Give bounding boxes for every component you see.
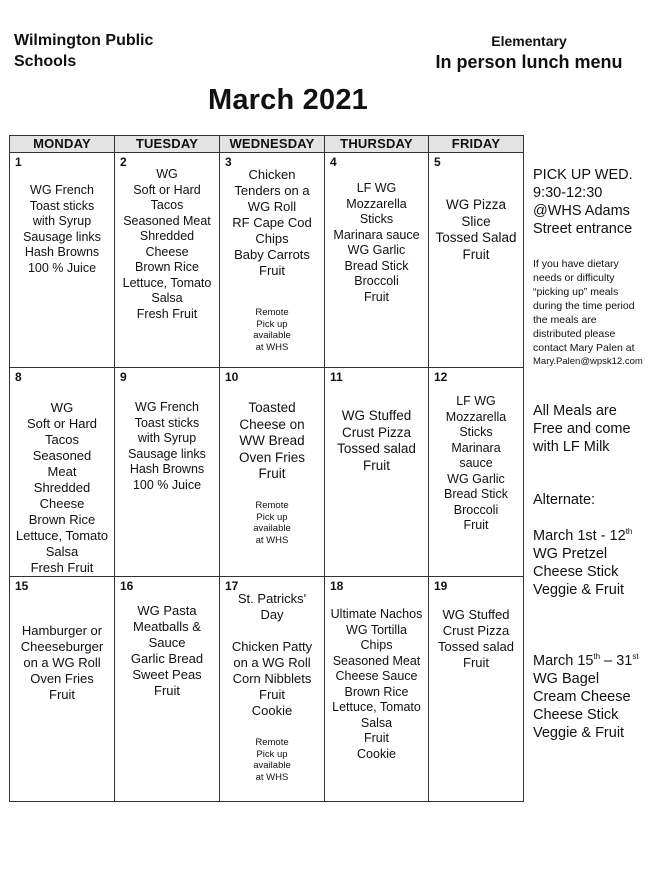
alternate-range [533, 527, 667, 545]
menu-items [10, 623, 114, 703]
menu-item: Hamburger or [21, 623, 103, 638]
menu-item: Fruit [259, 263, 285, 278]
date-number: 15 [15, 579, 29, 593]
menu-item: Meat [47, 464, 77, 479]
menu-item: Fruit [363, 457, 390, 473]
menu-item: Cheese [39, 496, 85, 511]
free-line: All Meals are [533, 403, 617, 419]
alternate-week1 [533, 527, 667, 599]
menu-calendar [9, 135, 524, 802]
menu-item: Salsa [360, 715, 393, 730]
menu-item: WG Stuffed [341, 408, 412, 423]
date-number: 1 [15, 155, 22, 169]
ordinal: th [593, 652, 601, 662]
date-number: 9 [120, 370, 127, 384]
day-cell [10, 368, 115, 577]
ordinal: st [632, 652, 639, 662]
menu-item: Soft or Hard [26, 416, 98, 431]
menu-item: Seasoned Meat [123, 213, 211, 228]
school-name [14, 30, 153, 72]
school-name-line2: Schools [14, 53, 77, 70]
weekday-header: MONDAY [10, 136, 115, 153]
menu-item: LF WG [456, 394, 496, 408]
date-number: 5 [434, 155, 441, 169]
menu-item: WG Stuffed [442, 607, 510, 622]
menu-item: Toast sticks [29, 198, 95, 213]
day-cell [325, 153, 429, 368]
remote-line: at WHS [255, 771, 289, 783]
menu-item: Hash Browns [24, 245, 100, 259]
menu-item: Marinara sauce [333, 227, 420, 242]
alternate-item: Cheese Stick [533, 564, 619, 580]
date-number: 2 [120, 155, 127, 169]
alternate-item: Veggie & Fruit [533, 725, 625, 741]
menu-item: Sausage links [23, 229, 101, 244]
remote-line: Pick up [256, 511, 288, 523]
menu-item: Garlic Bread [130, 651, 204, 666]
school-name-line1: Wilmington Public [14, 32, 154, 49]
free-line: with LF Milk [533, 439, 610, 455]
pickup-line: Street entrance [533, 221, 633, 237]
menu-item: Oven Fries [30, 671, 94, 686]
menu-item: Fresh Fruit [136, 306, 198, 321]
menu-item: Broccoli [453, 502, 499, 517]
alternate-range [533, 652, 667, 670]
menu-item: Oven Fries [238, 449, 306, 465]
menu-item: Slice [461, 213, 491, 229]
date-number: 4 [330, 155, 337, 169]
alternate-week2 [533, 652, 667, 742]
date-number: 10 [225, 370, 239, 384]
menu-item: Tossed Salad [435, 230, 517, 245]
menu-item: Marinara [451, 440, 501, 455]
menu-items [115, 400, 219, 493]
day-cell [115, 153, 220, 368]
menu-item: Seasoned [32, 448, 92, 463]
page-title: March 2021 [208, 84, 368, 116]
menu-item: Tacos [45, 432, 79, 447]
menu-item: WG Tortilla [346, 622, 407, 637]
menu-item: Brown Rice [135, 260, 199, 274]
menu-item: Cookie [357, 746, 396, 761]
menu-item: Fruit [462, 246, 490, 262]
menu-item: Fruit [364, 731, 389, 745]
ordinal: th [625, 527, 633, 537]
menu-item: Chicken [248, 167, 296, 182]
menu-items [220, 400, 324, 483]
remote-line: Pick up [256, 748, 288, 760]
alternate-item: Cheese Stick [533, 707, 619, 723]
menu-item: Fruit [154, 683, 180, 698]
menu-item: Hash Browns [129, 462, 205, 476]
menu-item: Fresh Fruit [30, 560, 94, 575]
menu-item: Brown Rice [28, 512, 96, 527]
alternate-item: Cream Cheese [533, 689, 631, 705]
menu-items [429, 607, 523, 671]
free-line: Free and come [533, 421, 631, 437]
menu-item: Salsa [151, 291, 183, 305]
menu-item: with Syrup [32, 214, 92, 228]
alternate-item: WG Pretzel [533, 546, 608, 562]
menu-item: Cheese on [239, 416, 305, 432]
range-start: March 15 [533, 653, 594, 669]
menu-item: with Syrup [137, 431, 197, 445]
menu-item: Tossed salad [337, 441, 416, 456]
menu-items [325, 607, 428, 762]
menu-item: Mozzarella [346, 196, 407, 211]
alternate-item: Veggie & Fruit [533, 582, 625, 598]
menu-items [115, 167, 219, 322]
pickup-line: PICK UP WED. [533, 167, 633, 183]
menu-item: Salsa [45, 544, 79, 559]
menu-item: Fruit [463, 655, 489, 670]
contact-email: Mary.Palen@wpsk12.com [533, 356, 643, 367]
menu-item: Seasoned Meat [332, 653, 421, 668]
range-end: - 12 [596, 528, 626, 544]
weekday-header: FRIDAY [429, 136, 524, 153]
menu-item: Tacos [150, 198, 184, 212]
menu-item: Cheese [145, 244, 189, 259]
remote-line: Remote [255, 307, 289, 318]
day-cell [220, 577, 325, 802]
dietary-line: during the time period [533, 300, 635, 312]
menu-item: Toast sticks [134, 415, 200, 430]
menu-item: 100 % Juice [27, 260, 97, 275]
menu-type: In person lunch menu [435, 52, 623, 72]
menu-heading [420, 32, 638, 74]
menu-level: Elementary [491, 33, 567, 49]
weekday-header: TUESDAY [115, 136, 220, 153]
date-number: 3 [225, 155, 232, 169]
day-cell [220, 153, 325, 368]
menu-item: Fruit [463, 518, 489, 532]
menu-item: WW Bread [239, 433, 305, 448]
menu-item: Crust Pizza [442, 623, 510, 638]
dietary-line: needs or difficulty [533, 272, 615, 284]
date-number: 18 [330, 579, 344, 593]
menu-item: Cheese Sauce [335, 669, 418, 683]
menu-item: Sauce [148, 635, 186, 650]
day-cell [10, 577, 115, 802]
menu-item: Ultimate Nachos [330, 607, 423, 621]
menu-item [220, 623, 324, 639]
remote-line: available [253, 330, 291, 341]
week-row [10, 153, 524, 368]
range-start: March 1st [533, 528, 597, 544]
menu-item: WG Garlic [347, 243, 406, 257]
menu-item: Corn Nibblets [232, 671, 312, 686]
menu-item: St. Patricks' [237, 591, 307, 606]
menu-item: WG Pasta [137, 603, 197, 618]
menu-item: Cookie [251, 703, 293, 718]
day-cell [115, 368, 220, 577]
remote-line: available [253, 760, 291, 771]
menu-items [325, 181, 428, 305]
menu-item: Fruit [258, 466, 286, 481]
menu-item: Day [260, 607, 284, 622]
dietary-line: If you have dietary [533, 258, 619, 270]
weekday-header: WEDNESDAY [220, 136, 325, 153]
menu-items [220, 167, 324, 279]
menu-item: WG French [135, 400, 199, 414]
menu-item: on a WG Roll [23, 655, 101, 670]
menu-item: WG French [30, 183, 94, 197]
menu-item: on a WG Roll [233, 655, 311, 670]
menu-item: Chips [255, 231, 289, 246]
menu-items [10, 400, 114, 576]
menu-item: sauce [459, 456, 493, 470]
dietary-line: the meals are [533, 314, 597, 326]
menu-item: Fruit [49, 687, 75, 702]
day-cell [325, 368, 429, 577]
menu-item: Tenders on a [234, 183, 310, 198]
date-number: 16 [120, 579, 134, 593]
menu-item: Chips [360, 638, 393, 652]
remote-line: Remote [255, 737, 289, 748]
menu-item: Shredded [33, 480, 91, 495]
menu-item: Broccoli [354, 274, 399, 288]
menu-item: WG Pizza [445, 197, 506, 212]
menu-item: WG [50, 400, 74, 415]
remote-pickup-note [220, 737, 324, 783]
alternate-item: WG Bagel [533, 671, 600, 687]
menu-items [10, 183, 114, 276]
menu-item: Bread Stick [344, 258, 409, 273]
week-row [10, 577, 524, 802]
range-end: – 31 [600, 653, 633, 669]
day-cell [10, 153, 115, 368]
menu-item: WG [156, 167, 178, 181]
day-cell [429, 577, 524, 802]
alternate-label: Alternate: [533, 492, 596, 508]
menu-item: RF Cape Cod [232, 215, 312, 230]
menu-item: Soft or Hard [133, 182, 201, 197]
menu-item: Baby Carrots [234, 247, 310, 262]
menu-item: Lettuce, Tomato [15, 528, 109, 543]
remote-line: at WHS [255, 534, 289, 546]
menu-items [220, 591, 324, 719]
menu-item: Meatballs & [133, 619, 201, 634]
menu-item: Sweet Peas [132, 667, 202, 682]
menu-item: LF WG [356, 181, 397, 195]
day-cell [325, 577, 429, 802]
menu-items [325, 408, 428, 474]
menu-item: Sausage links [128, 446, 206, 461]
remote-line: Pick up [256, 318, 288, 330]
remote-line: available [253, 523, 291, 534]
menu-item: Fruit [364, 289, 389, 304]
menu-item: Sticks [359, 212, 394, 226]
weekday-header-row [10, 136, 524, 153]
week-row [10, 368, 524, 577]
date-number: 19 [434, 579, 448, 593]
menu-item: Sticks [459, 425, 493, 439]
pickup-line: @WHS Adams [533, 203, 630, 219]
menu-item: Toasted [248, 400, 296, 415]
menu-item: Shredded [139, 229, 195, 243]
menu-item: Fruit [259, 687, 285, 702]
menu-item: 100 % Juice [132, 477, 202, 492]
menu-item: Tossed salad [438, 639, 514, 654]
date-number: 8 [15, 370, 22, 384]
menu-item: Chicken Patty [231, 639, 313, 654]
remote-pickup-note [220, 500, 324, 546]
day-cell [429, 368, 524, 577]
menu-items [115, 603, 219, 699]
menu-items [429, 197, 523, 263]
dietary-note [533, 257, 667, 369]
pickup-line: 9:30-12:30 [533, 185, 603, 201]
menu-item: Crust Pizza [341, 424, 412, 440]
day-cell [429, 153, 524, 368]
date-number: 11 [330, 370, 343, 384]
pickup-info [533, 166, 667, 238]
dietary-line: distributed please [533, 328, 616, 340]
menu-item: Brown Rice [344, 684, 409, 699]
menu-item: Mozzarella [445, 409, 507, 424]
date-number: 12 [434, 370, 448, 384]
menu-item: Bread Stick [444, 487, 508, 501]
menu-item: Lettuce, Tomato [122, 275, 212, 290]
weekday-header: THURSDAY [325, 136, 429, 153]
menu-item: WG Garlic [447, 471, 505, 486]
menu-item: Cheeseburger [20, 639, 104, 654]
remote-line: Remote [255, 500, 289, 511]
dietary-line: “picking up” meals [533, 286, 619, 298]
remote-pickup-note [220, 307, 324, 353]
menu-items [429, 394, 523, 534]
day-cell [115, 577, 220, 802]
menu-item: WG Roll [247, 199, 297, 214]
dietary-line: contact Mary Palen at [533, 342, 635, 354]
day-cell [220, 368, 325, 577]
menu-item: Lettuce, Tomato [332, 700, 421, 714]
free-meals-note [533, 402, 667, 456]
remote-line: at WHS [255, 341, 289, 353]
date-number: 17 [225, 579, 239, 593]
